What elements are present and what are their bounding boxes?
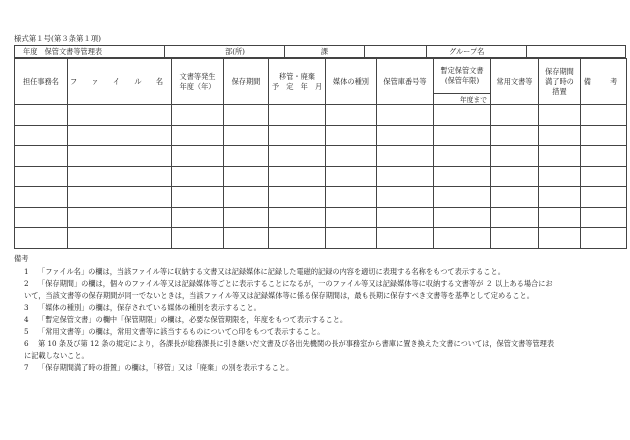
table-cell[interactable]: [491, 105, 539, 126]
table-cell[interactable]: [377, 228, 434, 249]
table-cell[interactable]: [224, 105, 269, 126]
table-cell[interactable]: [491, 187, 539, 208]
col-header-transfer: [269, 59, 326, 105]
remark-note: [14, 338, 626, 350]
remark-note: [14, 314, 626, 326]
group-value-cell: [527, 46, 627, 57]
table-cell[interactable]: [269, 166, 326, 187]
table-cell[interactable]: [377, 187, 434, 208]
remark-number: 5: [24, 327, 29, 336]
table-cell[interactable]: [15, 146, 68, 167]
table-cell[interactable]: [68, 125, 172, 146]
table-cell[interactable]: [581, 228, 627, 249]
year-until-note: 年度まで: [434, 94, 491, 105]
table-cell[interactable]: [377, 105, 434, 126]
table-row: [15, 187, 627, 208]
remark-note: [14, 302, 626, 314]
table-cell[interactable]: [434, 187, 491, 208]
section-label: 課: [285, 46, 365, 57]
table-cell[interactable]: [172, 125, 224, 146]
table-cell[interactable]: [434, 105, 491, 126]
table-cell[interactable]: [491, 228, 539, 249]
col-header-duty: [15, 59, 68, 105]
col-header-regular: [491, 59, 539, 105]
table-cell[interactable]: [224, 207, 269, 228]
remark-note: [14, 266, 626, 278]
table-cell[interactable]: [434, 125, 491, 146]
table-cell[interactable]: [326, 166, 377, 187]
table-cell[interactable]: [539, 187, 581, 208]
table-cell[interactable]: [15, 125, 68, 146]
table-cell[interactable]: [377, 146, 434, 167]
table-cell[interactable]: [434, 146, 491, 167]
col-header-retention: [224, 59, 269, 105]
table-cell[interactable]: [326, 207, 377, 228]
col-header-file-name: [68, 59, 172, 105]
remark-note: [14, 326, 626, 338]
management-table: [14, 45, 626, 249]
info-row: [14, 45, 626, 58]
remark-text: 「保存期間満了時の措置」の欄は，「移管」又は「廃棄」の別を表示すること。: [38, 363, 294, 372]
table-cell[interactable]: [539, 166, 581, 187]
table-row: [15, 105, 627, 126]
table-cell[interactable]: [15, 187, 68, 208]
table-row: [15, 228, 627, 249]
table-cell[interactable]: [68, 187, 172, 208]
remark-number: 6: [24, 339, 29, 348]
table-cell[interactable]: [224, 125, 269, 146]
remark-text: 「常用文書等」の欄は，常用文書等に該当するものについて○印をもつて表示すること。: [38, 327, 325, 336]
remark-text: 「ファイル名」の欄は，当該ファイル等に収納する文書又は記録媒体に記録した電磁的記録の内容を適切に表現する名称をもつて表示すること。: [38, 267, 505, 276]
table-cell[interactable]: [269, 105, 326, 126]
remarks-section: [14, 253, 626, 374]
remark-number: 4: [24, 315, 29, 324]
table-cell[interactable]: [15, 105, 68, 126]
col-header-label: 媒体の種別: [333, 76, 369, 86]
table-cell[interactable]: [491, 125, 539, 146]
table-cell[interactable]: [68, 105, 172, 126]
table-cell[interactable]: [68, 146, 172, 167]
table-cell[interactable]: [581, 125, 627, 146]
table-cell[interactable]: [224, 166, 269, 187]
table-cell[interactable]: [326, 228, 377, 249]
table-row: [15, 166, 627, 187]
table-cell[interactable]: [581, 146, 627, 167]
table-cell[interactable]: [581, 105, 627, 126]
col-header-expiry-action: [539, 59, 581, 105]
col-header-year: [172, 59, 224, 105]
form-label: 様式第１号(第３条第１項): [14, 34, 102, 43]
remark-note: [14, 350, 626, 362]
table-cell[interactable]: [377, 207, 434, 228]
blank-cell: [365, 46, 427, 57]
header-row: [15, 59, 627, 94]
table-row: [15, 146, 627, 167]
remark-text: 「保存期間」の欄は，個々のファイル等又は記録媒体等ごとに表示することになるが，一のファイル等又は記録媒体等に収納する文書等が ２ 以上ある場合にお: [38, 279, 553, 288]
remark-number: 3: [24, 303, 29, 312]
table-cell[interactable]: [269, 187, 326, 208]
table-cell[interactable]: [15, 207, 68, 228]
remark-number: 1: [24, 267, 29, 276]
table-cell[interactable]: [539, 125, 581, 146]
col-header-label: 保管庫番号等: [383, 76, 427, 86]
records-table: [14, 58, 627, 249]
col-header-label: フ ァ イ ル 名: [69, 76, 170, 86]
table-cell[interactable]: [581, 166, 627, 187]
col-header-label: 担任事務名: [23, 76, 59, 86]
col-header-label: 保存期間: [231, 76, 261, 86]
table-cell[interactable]: [377, 166, 434, 187]
table-cell[interactable]: [15, 166, 68, 187]
col-header-label: 備 考: [583, 76, 624, 86]
remark-note: [14, 362, 626, 374]
table-cell[interactable]: [326, 146, 377, 167]
remark-number: 2: [24, 279, 29, 288]
table-cell[interactable]: [172, 105, 224, 126]
remark-text: に記載しないこと。: [24, 351, 89, 360]
table-cell[interactable]: [377, 125, 434, 146]
table-row: [15, 125, 627, 146]
remark-text: 第 10 条及び第 12 条の規定により，各課長が総務課長に引き継いだ文書及び各出先機関の長が事務室から書庫に置き換えた文書については，保管文書等管理表: [38, 339, 555, 348]
remark-text: 「媒体の種別」の欄は，保存されている媒体の種別を表示すること。: [38, 303, 261, 312]
remark-text: いて，当該文書等の保存期間が同一でないときは，当該ファイル等又は記録媒体等に係る保存期間は，最も長期に保存すべき文書等を基準として定めること。: [24, 291, 534, 300]
table-cell[interactable]: [172, 166, 224, 187]
table-cell[interactable]: [491, 207, 539, 228]
table-row: [15, 207, 627, 228]
table-cell[interactable]: [539, 207, 581, 228]
col-header-provisional: [434, 59, 491, 94]
remarks-title: 備考: [14, 254, 29, 263]
table-cell[interactable]: [539, 105, 581, 126]
table-cell[interactable]: [172, 228, 224, 249]
table-cell[interactable]: [172, 146, 224, 167]
group-label: グループ名: [427, 46, 527, 57]
remark-number: 7: [24, 363, 29, 372]
col-header-media: [326, 59, 377, 105]
table-cell[interactable]: [224, 146, 269, 167]
table-cell[interactable]: [539, 228, 581, 249]
col-header-label: 移管・廃棄 予 定 年 月: [271, 71, 323, 91]
table-cell[interactable]: [269, 146, 326, 167]
table-cell[interactable]: [224, 187, 269, 208]
year-title: 年度 保管文書等管理表: [15, 46, 165, 57]
col-header-label: 暫定保管文書 (保管年限): [440, 66, 484, 85]
table-cell[interactable]: [434, 228, 491, 249]
table-cell[interactable]: [491, 166, 539, 187]
table-cell[interactable]: [172, 187, 224, 208]
table-cell[interactable]: [434, 166, 491, 187]
department-label: 部(所): [165, 46, 285, 57]
col-header-label: 常用文書等: [496, 76, 533, 86]
col-header-storage: [377, 59, 434, 105]
table-cell[interactable]: [68, 207, 172, 228]
table-cell[interactable]: [15, 228, 68, 249]
table-cell[interactable]: [269, 207, 326, 228]
table-cell[interactable]: [491, 146, 539, 167]
table-cell[interactable]: [539, 146, 581, 167]
table-cell[interactable]: [224, 228, 269, 249]
col-header-remarks: [581, 59, 627, 105]
table-cell[interactable]: [326, 125, 377, 146]
table-cell[interactable]: [269, 125, 326, 146]
table-cell[interactable]: [68, 228, 172, 249]
table-cell[interactable]: [434, 207, 491, 228]
table-cell[interactable]: [172, 207, 224, 228]
table-cell[interactable]: [581, 207, 627, 228]
table-cell[interactable]: [326, 105, 377, 126]
col-header-label: 保存期間 満了時の 措置: [545, 66, 574, 96]
remark-note: [14, 278, 626, 290]
table-cell[interactable]: [326, 187, 377, 208]
remark-text: 「暫定保管文書」の欄中「保管期限」の欄は，必要な保管期限を，年度をもつて表示すること。: [38, 315, 348, 324]
table-cell[interactable]: [68, 166, 172, 187]
table-cell[interactable]: [581, 187, 627, 208]
col-header-label: 文書等発生 年度（年）: [179, 71, 216, 91]
remark-note: [14, 290, 626, 302]
table-cell[interactable]: [269, 228, 326, 249]
